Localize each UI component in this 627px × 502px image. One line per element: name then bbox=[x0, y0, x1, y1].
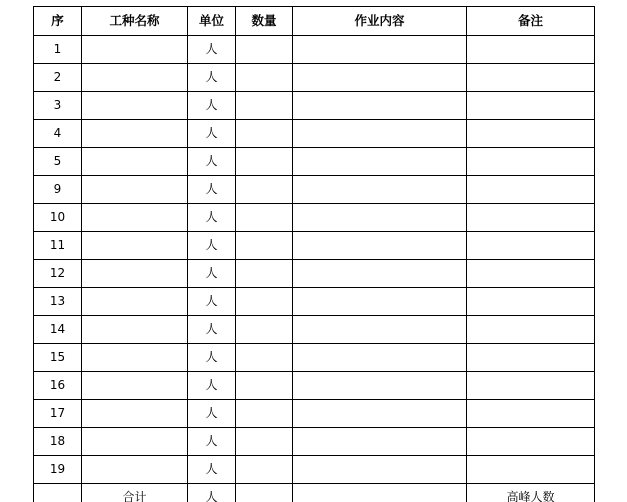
cell-remark-merged[interactable] bbox=[467, 92, 595, 120]
column-header-name: 工种名称 bbox=[82, 7, 188, 36]
cell-remark-merged[interactable] bbox=[467, 260, 595, 288]
cell-content[interactable] bbox=[293, 176, 467, 204]
cell-unit: 人 bbox=[188, 92, 236, 120]
table-row bbox=[34, 456, 595, 484]
cell-remark-merged[interactable] bbox=[467, 148, 595, 176]
table-row bbox=[34, 372, 595, 400]
cell-qty[interactable] bbox=[236, 148, 293, 176]
cell-remark-merged[interactable] bbox=[467, 64, 595, 92]
cell-unit: 人 bbox=[188, 120, 236, 148]
cell-name[interactable] bbox=[82, 260, 188, 288]
cell-footer-seq bbox=[34, 484, 82, 502]
cell-qty[interactable] bbox=[236, 176, 293, 204]
table-row bbox=[34, 204, 595, 232]
cell-content[interactable] bbox=[293, 120, 467, 148]
cell-name[interactable] bbox=[82, 372, 188, 400]
cell-unit: 人 bbox=[188, 288, 236, 316]
cell-qty[interactable] bbox=[236, 204, 293, 232]
cell-unit: 人 bbox=[188, 344, 236, 372]
cell-seq: 4 bbox=[34, 120, 82, 148]
column-header-content: 作业内容 bbox=[293, 7, 467, 36]
cell-unit: 人 bbox=[188, 148, 236, 176]
cell-seq: 1 bbox=[34, 36, 82, 64]
table-row bbox=[34, 36, 595, 64]
cell-qty[interactable] bbox=[236, 92, 293, 120]
cell-unit: 人 bbox=[188, 260, 236, 288]
table-body bbox=[34, 36, 595, 502]
table-row bbox=[34, 344, 595, 372]
cell-content[interactable] bbox=[293, 92, 467, 120]
cell-footer-content[interactable] bbox=[293, 484, 467, 502]
cell-footer-qty[interactable] bbox=[236, 484, 293, 502]
table-footer-row bbox=[34, 484, 595, 502]
cell-content[interactable] bbox=[293, 232, 467, 260]
cell-name[interactable] bbox=[82, 64, 188, 92]
cell-unit: 人 bbox=[188, 400, 236, 428]
cell-content[interactable] bbox=[293, 36, 467, 64]
cell-seq: 16 bbox=[34, 372, 82, 400]
cell-unit: 人 bbox=[188, 428, 236, 456]
cell-seq: 17 bbox=[34, 400, 82, 428]
cell-seq: 5 bbox=[34, 148, 82, 176]
cell-qty[interactable] bbox=[236, 232, 293, 260]
column-header-seq: 序 bbox=[34, 7, 82, 36]
cell-content[interactable] bbox=[293, 148, 467, 176]
cell-name[interactable] bbox=[82, 92, 188, 120]
table-row bbox=[34, 428, 595, 456]
cell-remark-merged[interactable] bbox=[467, 120, 595, 148]
cell-name[interactable] bbox=[82, 400, 188, 428]
cell-content[interactable] bbox=[293, 260, 467, 288]
table-row bbox=[34, 120, 595, 148]
cell-name[interactable] bbox=[82, 456, 188, 484]
cell-name[interactable] bbox=[82, 428, 188, 456]
cell-unit: 人 bbox=[188, 316, 236, 344]
cell-seq: 3 bbox=[34, 92, 82, 120]
cell-qty[interactable] bbox=[236, 288, 293, 316]
cell-name[interactable] bbox=[82, 344, 188, 372]
cell-qty[interactable] bbox=[236, 120, 293, 148]
cell-remark-merged[interactable] bbox=[467, 456, 595, 484]
table-row bbox=[34, 316, 595, 344]
cell-qty[interactable] bbox=[236, 344, 293, 372]
cell-name[interactable] bbox=[82, 316, 188, 344]
table-header-row bbox=[34, 7, 595, 36]
cell-qty[interactable] bbox=[236, 64, 293, 92]
cell-qty[interactable] bbox=[236, 372, 293, 400]
cell-remark-merged[interactable] bbox=[467, 428, 595, 456]
cell-seq: 2 bbox=[34, 64, 82, 92]
cell-seq: 18 bbox=[34, 428, 82, 456]
cell-seq: 19 bbox=[34, 456, 82, 484]
cell-unit: 人 bbox=[188, 204, 236, 232]
cell-remark-merged[interactable] bbox=[467, 344, 595, 372]
cell-qty[interactable] bbox=[236, 36, 293, 64]
cell-unit: 人 bbox=[188, 64, 236, 92]
cell-footer-unit: 人 bbox=[188, 484, 236, 502]
cell-name[interactable] bbox=[82, 148, 188, 176]
table-row bbox=[34, 92, 595, 120]
cell-unit: 人 bbox=[188, 372, 236, 400]
cell-remark-merged[interactable] bbox=[467, 36, 595, 64]
cell-footer-total-label: 合计 bbox=[82, 484, 188, 502]
cell-name[interactable] bbox=[82, 204, 188, 232]
table-row bbox=[34, 148, 595, 176]
cell-qty[interactable] bbox=[236, 260, 293, 288]
cell-content[interactable] bbox=[293, 316, 467, 344]
cell-remark-merged[interactable] bbox=[467, 232, 595, 260]
cell-seq: 15 bbox=[34, 344, 82, 372]
cell-content[interactable] bbox=[293, 428, 467, 456]
cell-qty[interactable] bbox=[236, 456, 293, 484]
cell-remark-merged[interactable] bbox=[467, 288, 595, 316]
cell-unit: 人 bbox=[188, 232, 236, 260]
cell-content[interactable] bbox=[293, 64, 467, 92]
cell-name[interactable] bbox=[82, 120, 188, 148]
cell-unit: 人 bbox=[188, 456, 236, 484]
cell-remark-merged[interactable] bbox=[467, 372, 595, 400]
cell-qty[interactable] bbox=[236, 428, 293, 456]
cell-remark-merged[interactable] bbox=[467, 204, 595, 232]
table-header bbox=[34, 7, 595, 36]
cell-name[interactable] bbox=[82, 176, 188, 204]
cell-remark-merged[interactable] bbox=[467, 176, 595, 204]
cell-remark-merged[interactable] bbox=[467, 400, 595, 428]
cell-content[interactable] bbox=[293, 372, 467, 400]
cell-content[interactable] bbox=[293, 204, 467, 232]
cell-content[interactable] bbox=[293, 288, 467, 316]
cell-remark-merged[interactable] bbox=[467, 316, 595, 344]
cell-footer-remark: 高峰人数 bbox=[467, 484, 595, 502]
column-header-qty: 数量 bbox=[236, 7, 293, 36]
work-type-table bbox=[33, 6, 595, 502]
table-row bbox=[34, 288, 595, 316]
cell-seq: 9 bbox=[34, 176, 82, 204]
cell-seq: 13 bbox=[34, 288, 82, 316]
cell-seq: 11 bbox=[34, 232, 82, 260]
cell-name[interactable] bbox=[82, 36, 188, 64]
cell-unit: 人 bbox=[188, 36, 236, 64]
cell-unit: 人 bbox=[188, 176, 236, 204]
cell-qty[interactable] bbox=[236, 316, 293, 344]
cell-seq: 10 bbox=[34, 204, 82, 232]
cell-seq: 14 bbox=[34, 316, 82, 344]
cell-content[interactable] bbox=[293, 400, 467, 428]
cell-content[interactable] bbox=[293, 344, 467, 372]
table-row bbox=[34, 400, 595, 428]
table-row bbox=[34, 260, 595, 288]
cell-name[interactable] bbox=[82, 288, 188, 316]
cell-content[interactable] bbox=[293, 456, 467, 484]
column-header-unit: 单位 bbox=[188, 7, 236, 36]
cell-seq: 12 bbox=[34, 260, 82, 288]
column-header-remark: 备注 bbox=[467, 7, 595, 36]
table-row bbox=[34, 232, 595, 260]
table-row bbox=[34, 64, 595, 92]
cell-qty[interactable] bbox=[236, 400, 293, 428]
table-row bbox=[34, 176, 595, 204]
cell-name[interactable] bbox=[82, 232, 188, 260]
